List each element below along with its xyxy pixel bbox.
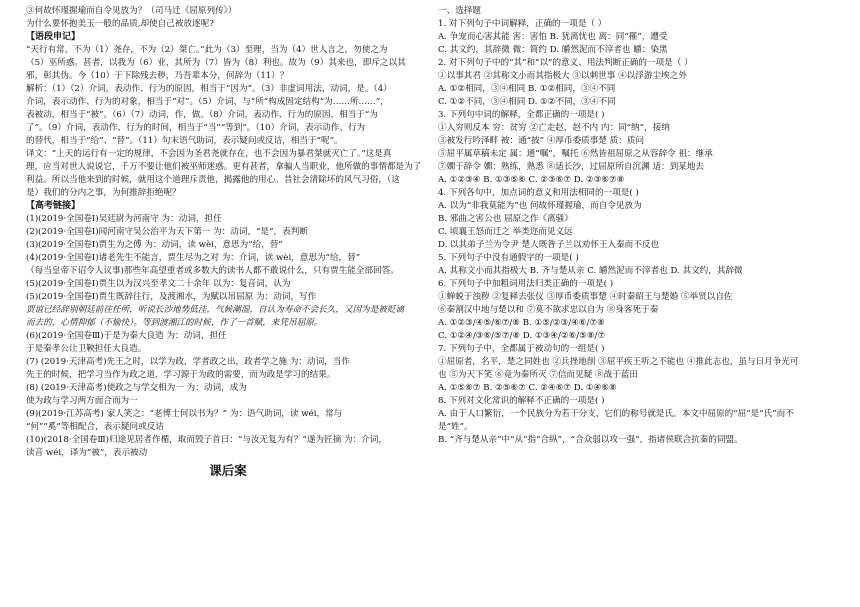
- question-line: 7. 下列句子中，全都属于被动句的一组是( ): [438, 344, 605, 354]
- text-line: (9)(2019·江苏高考) 家人笑之：“老博士何以书为？” 为：语气助词，读 wéi，常与: [26, 409, 343, 419]
- section-heading: 【语段申记】: [26, 32, 81, 42]
- option-line: C. 其文约，其辞微 微：简约 D. 皭然泥而不滓者也 皭：染黑: [438, 45, 668, 55]
- option-line: A. ①②相同，③④相同 B. ①②相同，③④不同: [438, 84, 616, 94]
- option-line: D. 以其弟子兰为令尹 楚人既咎子兰以劝怀王入秦而不反也: [438, 240, 660, 250]
- left-column: [26, 5, 430, 481]
- text-line: 解析：（1）（2）介词，表动作、行为的原因，相当于“因为”。（3）非虚词用法，动词，是。（4）: [26, 84, 392, 94]
- text-line: (3)(2019·全国卷Ⅰ)贾生为之傅 为：动词，读 wèi，意思为“给，替”: [26, 240, 283, 250]
- option-line: A. 以为“非我莫能为”也 何故怀瑾握瑜，而自令见放为: [438, 201, 642, 211]
- option-line: A. 争宠而心害其能 害：害怕 B. 犹离忧也 离：同“罹”，遭受: [438, 32, 668, 42]
- option-line: ⑤屈平属草稿未定 属：通“嘱”，嘱托 ⑥然皆祖屈原之从容辞令 祖：继承: [438, 149, 713, 159]
- text-line: (7) (2019·天津高考)先王之时，以学为政，学者政之出，政者学之施 为：动词，当作: [26, 357, 350, 367]
- option-line: 也 ⑤为天下笑 ⑥竟为秦所灭 ⑦信而见疑 ⑧战于蓝田: [438, 370, 638, 380]
- text-line: (5)(2019·全国卷Ⅰ)贾生以为汉兴至孝文二十余年 以为：复音词，认为: [26, 279, 291, 289]
- option-line: ⑦嫺于辞令 嫺：熟练，熟悉 ⑧适长沙，过屈原所自沉渊 适：到某地去: [438, 162, 705, 172]
- option-line: ①蝉蜕于浊秽 ②复释去张仪 ③厚币委质事楚 ④时秦昭王与楚婚 ⑤举贤以自佐: [438, 292, 733, 302]
- option-line: 是“姓”。: [438, 422, 473, 432]
- text-line: (6)(2019·全国卷Ⅲ)于是为秦大良造 为：动词，担任: [26, 331, 227, 341]
- text-line: 利益。所以当他来到的时候，就用这个道理斥责他，揭露他的用心。昔社会清除坏的风气习俗，（这: [26, 175, 400, 185]
- text-line: (5)(2019·全国卷Ⅰ)贾生既辞往行，及渡湘水，为赋以吊屈原 为：动词，写作: [26, 292, 317, 302]
- question-line: 5. 下列句子中没有通假字的一项是( ): [438, 253, 579, 263]
- question-line: 6. 下列句子中加粗词用法归类正确的一项是( ): [438, 279, 614, 289]
- text-line: 贾谊已经辞别朝廷前往任所，听说长沙地势低洼，气候潮湿，自认为寿命不会长久，又因为是被贬谪: [26, 305, 405, 315]
- option-line: ①入穷则反本 穷：贫穷 ②亡走赵，赵不内 内：同“纳”，接纳: [438, 123, 670, 133]
- option-line: ⑥秦割汉中地与楚以和 ⑦莫不欲求忠以自为 ⑧身客死于秦: [438, 305, 659, 315]
- text-line: (10)(2018·全国卷Ⅲ)归途见居者作楯，取而毁子首曰：“与汝无复为有？”遂为匠摘 为：介词，: [26, 435, 387, 445]
- text-line: 表被动，相当于“被”。（6）（7）动词，作，做。（8）介词，表动作、行为的原因，相当于“为: [26, 110, 378, 120]
- option-line: C. 顷襄王怒而迁之 举类迩而见义远: [438, 227, 573, 237]
- option-line: B. “齐与楚从亲”中“从”指“合纵”，“合众弱以攻一强”，指诸侯联合抗秦的同盟。: [438, 435, 743, 445]
- text-line: 是）我们的分内之事，为何推辞拒绝呢？: [26, 188, 181, 198]
- option-line: A. ①②③/④⑤/⑥⑦/⑧ B. ①⑤/②③/④⑥/⑦⑧: [438, 318, 605, 328]
- question-line: 1. 对下列句子中词解释，正确的一项是（ ）: [438, 19, 607, 29]
- text-line: 的替代，相当于“给”、“替”。（11）句末语气助词，表示疑问或反诘，相当于“呢”。: [26, 136, 343, 146]
- question-line: 4. 下列各句中，加点词的意义和用法相同的一项是( ): [438, 188, 639, 198]
- option-line: A. 其称文小而其指极大 B. 齐与楚从亲 C. 皭然泥而不滓者也 D. 其文约，其辞微: [438, 266, 743, 276]
- text-line: （每当皇帝下诏令人议事)那些年高望重者或多数大的读书人都不敢说什么，只有贾生能全部回答。: [26, 266, 399, 276]
- text-line: 了”。（9）介词，表动作、行为的时间，相当于“当”“等到”。（10）介词，表示动作、行为: [26, 123, 366, 133]
- text-line: 介词，表示动作、行为的对象，相当于“对”。（5）介词，与“所”构成固定结构“为……所……”，: [26, 97, 389, 107]
- text-line: 邪，彰其伪。今（10）于下除残去秽，乃吾辈本分，何辞为（11）？: [26, 71, 289, 81]
- text-line: 先王的时候，把学习当作为政之道，学习源于为政的需要，而为政是学习的结果。: [26, 370, 336, 380]
- option-line: ①屈原者，名平，楚之同姓也 ②兵挫地削 ③屈平疾王听之不能也 ④推此志也，虽与日月争光可: [438, 357, 799, 367]
- section-heading: 【高考链接】: [26, 201, 81, 211]
- text-line: 使为政与学习两方面合而为一: [26, 396, 138, 406]
- option-line: A. 由于人口繁衍，一个民族分为若干分支，它们的称号就是氏。本文中屈原的“屈”是“氏”而不: [438, 409, 794, 419]
- right-column: [438, 5, 848, 447]
- option-line: A. ①②③④ B. ①③⑤⑥ C. ②③⑥⑦ D. ②③⑥⑦⑧: [438, 175, 625, 185]
- question-line: 2. 对下列句子中的“其”和“以”的意义、用法判断正确的一项是（ ）: [438, 58, 693, 68]
- text-line: 理，应当对世人说说它，千万不要让他们被巫师迷惑。更有甚者，拿骗人当职业，他所做的事情都是为了: [26, 162, 422, 172]
- question-line: 3. 下列句中词的解释，全都正确的一项是( ): [438, 110, 605, 120]
- text-line: （5）巫所惑。甚者，以我为（6）业，其所为（7）皆为（8）利也。故为（9）其来也，即斥之以其: [26, 58, 406, 68]
- text-line: 于是秦孝公让卫鞅担任大良造。: [26, 344, 147, 354]
- question-line: 8. 下列对文化常识的解释不正确的一项是( ): [438, 396, 605, 406]
- section-title-after-class: 课后案: [209, 463, 247, 478]
- text-line: 为什么要怀抱美玉一般的品质,却使自己被放逐呢?: [26, 19, 214, 29]
- text-line: “何”“奚”等相配合，表示疑问或反诘: [26, 422, 164, 432]
- text-line: 译文：“上天的运行有一定的规律，不会因为圣君尧就存在，也不会因为暴君桀就灭亡了。”这是真: [26, 149, 392, 159]
- text-line: 而去的，心情抑郁（不愉快）。等到渡湘江的时候，作了一首赋，来凭吊屈原。: [26, 318, 323, 328]
- text-line: “天行有常，不为（1）尧存，不为（2）桀亡。”此为（3）至理，当为（4）世人言之，勿使之为: [26, 45, 388, 55]
- section-heading: 一、选择题: [438, 6, 481, 16]
- text-line: (2)(2019·全国卷Ⅰ)闻河南守吴公治平为天下第一 为：动词，“是”，表判断: [26, 227, 308, 237]
- option-line: B. 邪曲之害公也 屈原之作《离骚》: [438, 214, 573, 224]
- text-line: (4)(2019·全国卷Ⅰ)诸老先生不能言，贾生尽为之对 为：介词，读 wèi，意思为“给，替”: [26, 253, 361, 263]
- text-line: 读音 wéi，译为“被”，表示被动: [26, 448, 148, 458]
- option-line: C. ①②不同，③④相同 D. ①②不同，③④不同: [438, 97, 616, 107]
- text-line: (1)(2019·全国卷Ⅰ)吴廷尉为河南守 为：动词，担任: [26, 214, 222, 224]
- option-line: ①以事其君 ②其称文小而其指极大 ③以刺世事 ④以浮游尘埃之外: [438, 71, 687, 81]
- text-line: (8) (2019·天津高考)使政之与学交相为一 为：动词，成为: [26, 383, 247, 393]
- option-line: A. ①⑤⑥⑦ B. ②⑤⑥⑦ C. ②④⑥⑦ D. ①④⑥⑧: [438, 383, 617, 393]
- option-line: ③被发行吟泽畔 被：通“披” ④厚币委质事楚 质：质问: [438, 136, 645, 146]
- option-line: C. ①②④/③⑥/⑤⑦/⑧ D. ①③④/②⑥/⑤⑧/⑦: [438, 331, 606, 341]
- text-line: ③何故怀瑾握瑜而自令见放为？（司马迁《屈原列传》）: [26, 6, 237, 16]
